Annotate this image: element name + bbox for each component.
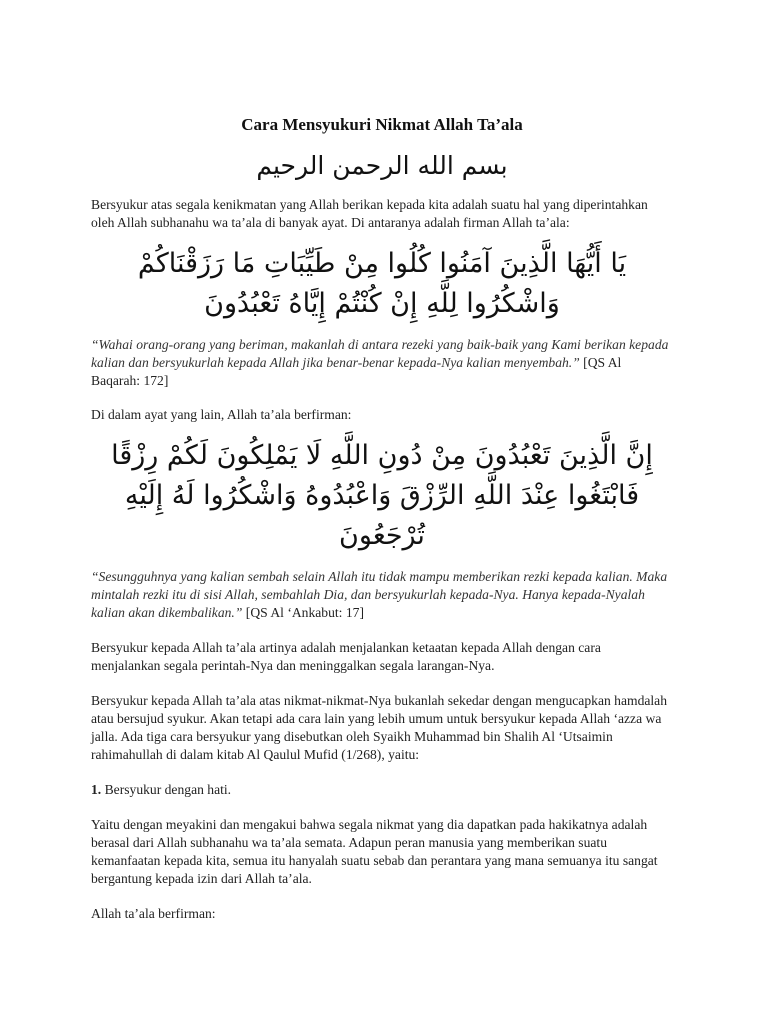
verse1-reference: [QS Al Baqarah: 172] bbox=[91, 355, 622, 388]
point1-body: Yaitu dengan meyakini dan mengakui bahwa segala nikmat yang dia dapatkan pada hakikatnya adalah berasal dari Allah subhanahu wa ta’ala semata. Adapun peran manusia yang memberikan suatu kemanfaatan kepada kita, semua itu hanyalah suatu sebab dan perantara yang mana semuanya itu sangat bergantung kepada izin dari Allah ta’ala. bbox=[91, 817, 658, 886]
point1-title: Bersyukur dengan hati. bbox=[104, 782, 232, 797]
verse1-arabic: يَا أَيُّهَا الَّذِينَ آمَنُوا كُلُوا مِنْ طَيِّبَاتِ مَا رَزَقْنَاكُمْ وَاشْكُرُوا لِلَّهِ إِنْ كُنْتُمْ إِيَّاهُ تَعْبُدُونَ bbox=[137, 248, 627, 319]
verse2-arabic: إِنَّ الَّذِينَ تَعْبُدُونَ مِنْ دُونِ اللَّهِ لَا يَمْلِكُونَ لَكُمْ رِزْقًا فَابْتَغُوا عِنْدَ اللَّهِ الرِّزْقَ وَاعْبُدُوهُ وَاشْكُرُوا لَهُ إِلَيْهِ تُرْجَعُونَ bbox=[111, 440, 653, 551]
basmala-arabic: بسم الله الرحمن الرحيم bbox=[256, 151, 508, 180]
point1-number: 1. bbox=[91, 782, 102, 797]
intro-paragraph: Bersyukur atas segala kenikmatan yang Allah berikan kepada kita adalah suatu hal yang diperintahkan oleh Allah subhanahu wa ta’ala di banyak ayat. Di antaranya adalah firman Allah ta’ala: bbox=[91, 197, 648, 230]
closing-paragraph: Allah ta’ala berfirman: bbox=[91, 906, 216, 921]
verse1-translation bbox=[91, 336, 673, 390]
ways-paragraph: Bersyukur kepada Allah ta’ala atas nikmat-nikmat-Nya bukanlah sekedar dengan mengucapkan hamdalah atau bersujud syukur. Akan tetapi ada cara lain yang lebih umum untuk bersyukur kepada Allah ‘azza wa jalla. Ada tiga cara bersyukur yang disebutkan oleh Syaikh Muhammad bin Shalih Al ‘Utsaimin rahimahullah di dalam kitab Al Qaulul Mufid (1/268), yaitu: bbox=[91, 693, 668, 762]
meaning-paragraph: Bersyukur kepada Allah ta’ala artinya adalah menjalankan ketaatan kepada Allah dengan cara menjalankan segala perintah-Nya dan meninggalkan segala larangan-Nya. bbox=[91, 640, 601, 673]
document-page bbox=[91, 114, 673, 923]
point1-heading bbox=[91, 781, 673, 799]
verse2-translation bbox=[91, 568, 673, 622]
verse1-translation-text: “Wahai orang-orang yang beriman, makanlah di antara rezeki yang baik-baik yang Kami berikan kepada kalian dan bersyukurlah kepada Allah jika benar-benar kepada-Nya kalian menyembah.” bbox=[91, 337, 669, 370]
verse2-reference: [QS Al ‘Ankabut: 17] bbox=[245, 605, 364, 620]
document-title: Cara Mensyukuri Nikmat Allah Ta’ala bbox=[241, 115, 523, 134]
transition-paragraph: Di dalam ayat yang lain, Allah ta’ala berfirman: bbox=[91, 407, 352, 422]
verse2-translation-text: “Sesungguhnya yang kalian sembah selain Allah itu tidak mampu memberikan rezki kepada kalian. Maka mintalah rezki itu di sisi Allah, sembahlah Dia, dan bersyukurlah kepada-Nya. Hanya kepada-Nyalah kalian akan dikembalikan.” bbox=[91, 569, 668, 620]
